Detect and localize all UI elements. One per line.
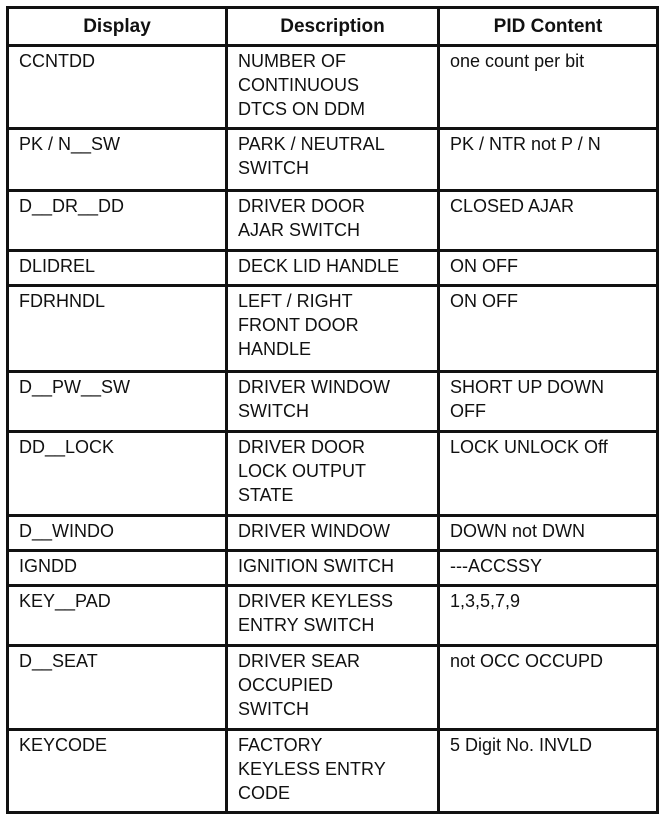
table-row bbox=[8, 286, 658, 372]
cell-display: DD__LOCK bbox=[8, 432, 227, 516]
cell-description: LEFT / RIGHT FRONT DOOR HANDLE bbox=[227, 286, 439, 372]
cell-pid-content: DOWN not DWN bbox=[439, 516, 658, 551]
pid-table-container bbox=[6, 6, 659, 814]
cell-pid-content: PK / NTR not P / N bbox=[439, 129, 658, 191]
cell-description: DECK LID HANDLE bbox=[227, 251, 439, 286]
table-row bbox=[8, 730, 658, 813]
cell-display: D__PW__SW bbox=[8, 372, 227, 432]
cell-display: KEY__PAD bbox=[8, 586, 227, 646]
cell-display: PK / N__SW bbox=[8, 129, 227, 191]
cell-pid-content: ---ACCSSY bbox=[439, 551, 658, 586]
table-row bbox=[8, 516, 658, 551]
cell-display: IGNDD bbox=[8, 551, 227, 586]
table-row bbox=[8, 586, 658, 646]
pid-table bbox=[6, 6, 659, 814]
cell-description: PARK / NEUTRAL SWITCH bbox=[227, 129, 439, 191]
table-row bbox=[8, 129, 658, 191]
header-row bbox=[8, 8, 658, 46]
table-row bbox=[8, 646, 658, 730]
cell-pid-content: CLOSED AJAR bbox=[439, 191, 658, 251]
header-display: Display bbox=[8, 8, 227, 46]
cell-description: IGNITION SWITCH bbox=[227, 551, 439, 586]
cell-pid-content: not OCC OCCUPD bbox=[439, 646, 658, 730]
cell-pid-content: ON OFF bbox=[439, 251, 658, 286]
table-row bbox=[8, 46, 658, 129]
cell-description: DRIVER DOOR AJAR SWITCH bbox=[227, 191, 439, 251]
cell-display: D__WINDO bbox=[8, 516, 227, 551]
cell-pid-content: SHORT UP DOWN OFF bbox=[439, 372, 658, 432]
table-row bbox=[8, 372, 658, 432]
cell-display: D__SEAT bbox=[8, 646, 227, 730]
cell-display: D__DR__DD bbox=[8, 191, 227, 251]
cell-description: DRIVER DOOR LOCK OUTPUT STATE bbox=[227, 432, 439, 516]
header-description: Description bbox=[227, 8, 439, 46]
cell-description: DRIVER KEYLESS ENTRY SWITCH bbox=[227, 586, 439, 646]
header-pid-content: PID Content bbox=[439, 8, 658, 46]
cell-description: DRIVER WINDOW bbox=[227, 516, 439, 551]
cell-pid-content: one count per bit bbox=[439, 46, 658, 129]
cell-pid-content: ON OFF bbox=[439, 286, 658, 372]
cell-description: DRIVER SEAR OCCUPIED SWITCH bbox=[227, 646, 439, 730]
table-row bbox=[8, 551, 658, 586]
cell-display: FDRHNDL bbox=[8, 286, 227, 372]
table-row bbox=[8, 251, 658, 286]
cell-description: FACTORY KEYLESS ENTRY CODE bbox=[227, 730, 439, 813]
table-row bbox=[8, 191, 658, 251]
cell-pid-content: 1,3,5,7,9 bbox=[439, 586, 658, 646]
cell-description: DRIVER WINDOW SWITCH bbox=[227, 372, 439, 432]
cell-pid-content: 5 Digit No. INVLD bbox=[439, 730, 658, 813]
cell-display: CCNTDD bbox=[8, 46, 227, 129]
cell-display: DLIDREL bbox=[8, 251, 227, 286]
table-row bbox=[8, 432, 658, 516]
cell-description: NUMBER OF CONTINUOUS DTCS ON DDM bbox=[227, 46, 439, 129]
cell-pid-content: LOCK UNLOCK Off bbox=[439, 432, 658, 516]
cell-display: KEYCODE bbox=[8, 730, 227, 813]
